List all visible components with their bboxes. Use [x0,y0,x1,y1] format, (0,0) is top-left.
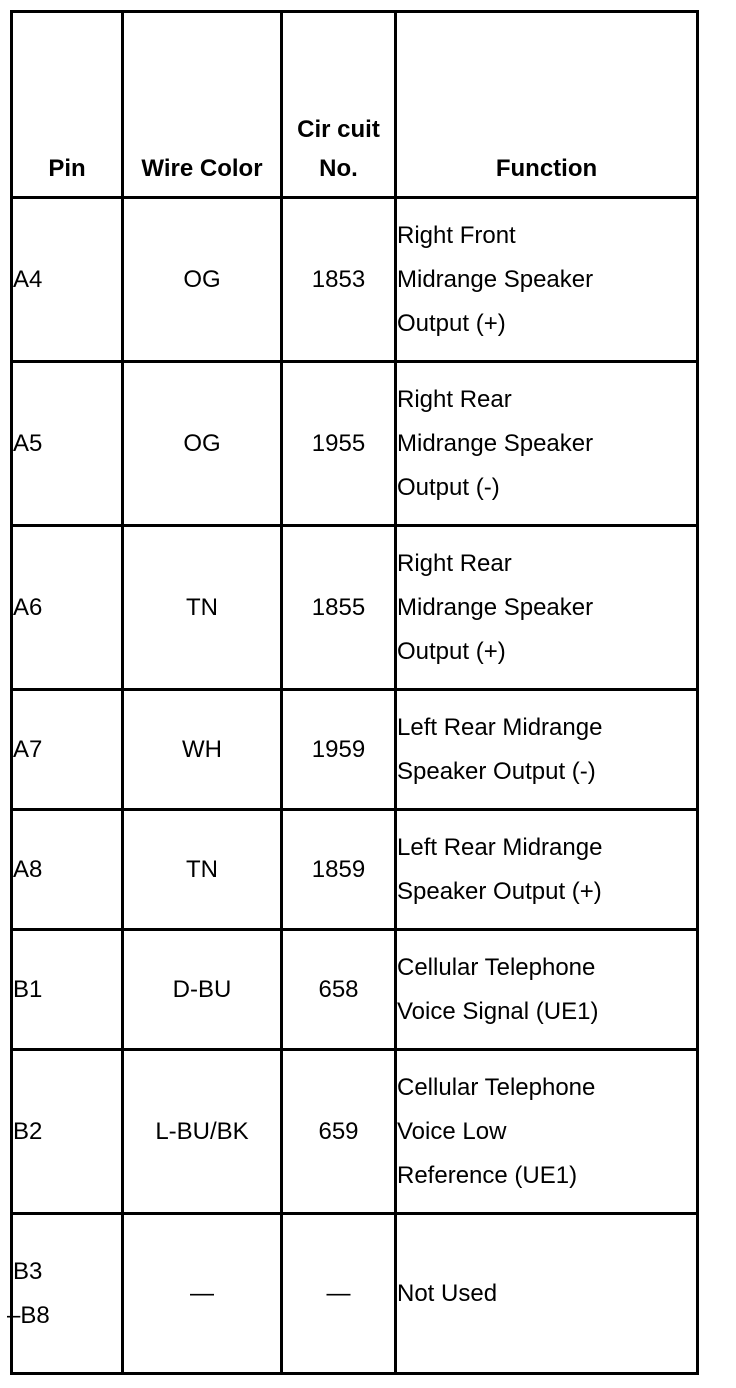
circuit-cell: 1859 [282,810,396,930]
header-function: Function [396,12,698,198]
pin-cell: B3 –B8 [12,1214,123,1374]
header-pin: Pin [12,12,123,198]
wire-color-cell: — [123,1214,282,1374]
function-cell: Right Rear Midrange Speaker Output (-) [396,362,698,526]
wire-color-cell: OG [123,362,282,526]
pin-cell: A7 [12,690,123,810]
circuit-cell: 658 [282,930,396,1050]
pin-cell: B2 [12,1050,123,1214]
function-cell: Cellular Telephone Voice Signal (UE1) [396,930,698,1050]
wire-color-cell: WH [123,690,282,810]
function-cell: Right Front Midrange Speaker Output (+) [396,198,698,362]
connector-pinout-table [7,10,699,1375]
circuit-cell: 1959 [282,690,396,810]
function-cell: Cellular Telephone Voice Low Reference (UE1) [396,1050,698,1214]
circuit-cell: — [282,1214,396,1374]
circuit-cell: 1853 [282,198,396,362]
pin-cell: A4 [12,198,123,362]
pin-cell: B1 [12,930,123,1050]
pin-cell: A8 [12,810,123,930]
table-row [12,362,698,526]
header-wire-color: Wire Color [123,12,282,198]
wire-color-cell: D-BU [123,930,282,1050]
wire-color-cell: L-BU/BK [123,1050,282,1214]
header-circuit-number: Cir cuit No. [282,12,396,198]
table-row [12,526,698,690]
pin-cell: A5 [12,362,123,526]
table-row [12,1214,698,1374]
circuit-cell: 659 [282,1050,396,1214]
wire-color-cell: TN [123,810,282,930]
wire-color-cell: TN [123,526,282,690]
table-row [12,1050,698,1214]
table-header-row [12,12,698,198]
table-row [12,198,698,362]
function-cell: Left Rear Midrange Speaker Output (-) [396,690,698,810]
pin-cell: A6 [12,526,123,690]
wire-color-cell: OG [123,198,282,362]
function-cell: Not Used [396,1214,698,1374]
table-row [12,690,698,810]
function-cell: Left Rear Midrange Speaker Output (+) [396,810,698,930]
table-row [12,930,698,1050]
function-cell: Right Rear Midrange Speaker Output (+) [396,526,698,690]
table-row [12,810,698,930]
circuit-cell: 1855 [282,526,396,690]
circuit-cell: 1955 [282,362,396,526]
